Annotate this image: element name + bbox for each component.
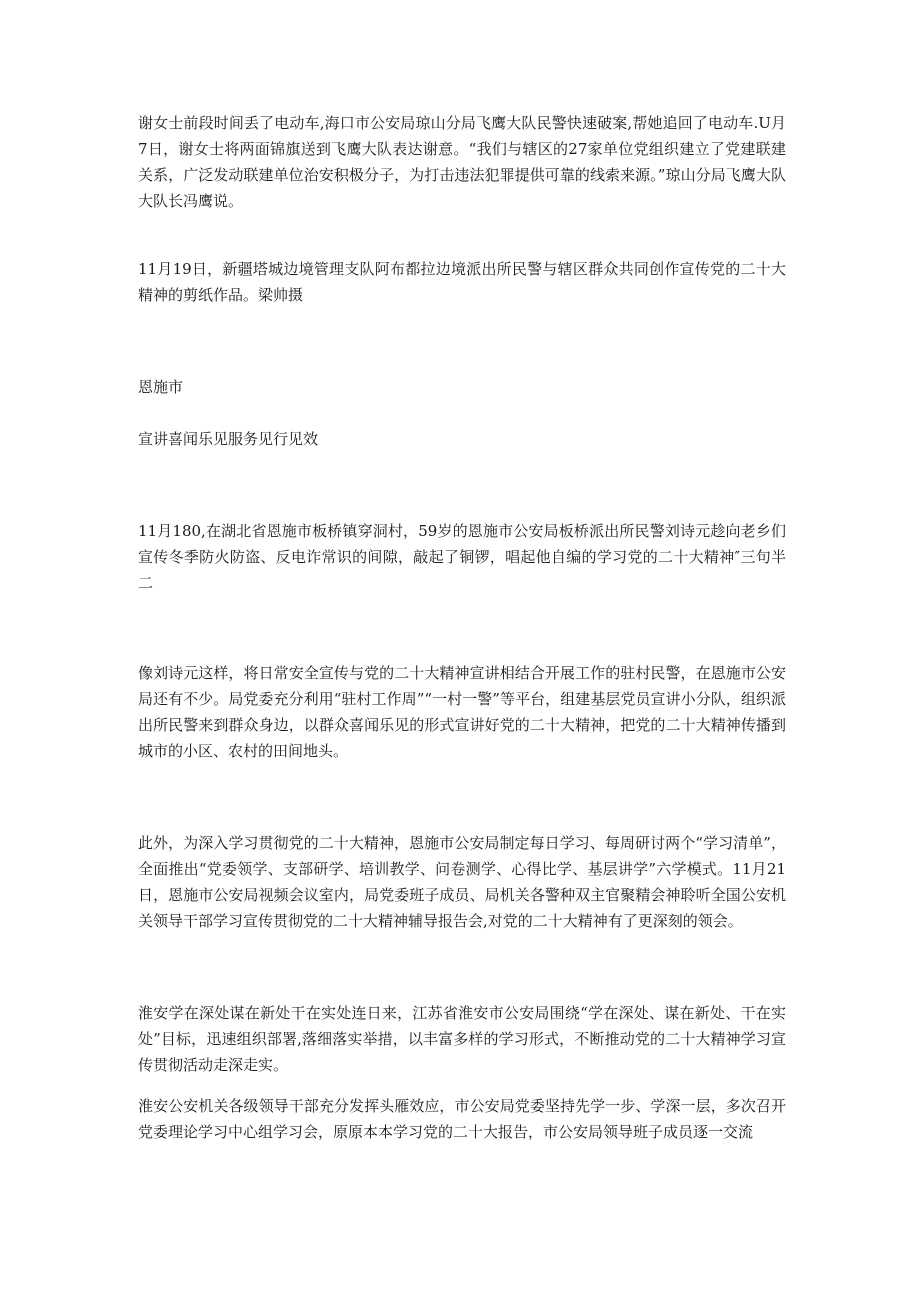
paragraph-study-lists: 此外，为深入学习贯彻党的二十大精神，恩施市公安局制定每日学习、每周研讨两个“学习清单”，全面推出“党委领学、支部研学、培训教学、问卷测学、心得比学、基层讲学”六学模式。11月21日，恩施市公安局视频会议室内，局党委班子成员、局机关各警种双主官聚精会神聆听全国公安机关领导干部学习宣传贯彻党的二十大精神辅导报告会,对党的二十大精神有了更深刻的领会。 <box>138 834 786 930</box>
paragraph-village-police: 像刘诗元这样，将日常安全宣传与党的二十大精神宣讲相结合开展工作的驻村民警，在恩施市公安局还有不少。局党委充分利用“驻村工作周”“一村一警”等平台，组建基层党员宣讲小分队，组织派出所民警来到群众身边，以群众喜闻乐见的形式宣讲好党的二十大精神，把党的二十大精神传播到城市的小区、农村的田间地头。 <box>138 664 786 760</box>
paragraph-electric-bike-case: 谢女士前段时间丢了电动车,海口市公安局琼山分局飞鹰大队民警快速破案,帮她追回了电动车.U月7日，谢女士将两面锦旗送到飞鹰大队表达谢意。“我们与辖区的27家单位党组织建立了党建联建关系，广泛发动联建单位治安积极分子，为打击违法犯罪提供可靠的线索来源。”琼山分局飞鹰大队大队长冯鹰说。 <box>138 114 786 210</box>
section-heading-enshi: 恩施市 <box>138 378 184 396</box>
paragraph-huaian-leaders: 淮安公安机关各级领导干部充分发挥头雁效应，市公安局党委坚持先学一步、学深一层，多次召开党委理论学习中心组学习会，原原本本学习党的二十大报告，市公安局领导班子成员逐一交流 <box>138 1097 786 1141</box>
paragraph-huaian-study: 淮安学在深处谋在新处干在实处连日来，江苏省淮安市公安局围绕“学在深处、谋在新处、干在实处”目标，迅速组织部署,落细落实举措，以丰富多样的学习形式，不断推动党的二十大精神学习宣传贯彻活动走深走实。 <box>138 1004 786 1074</box>
paragraph-paper-cutting-caption: 11月19日，新疆塔城边境管理支队阿布都拉边境派出所民警与辖区群众共同创作宣传党的二十大精神的剪纸作品。梁帅摄 <box>138 260 786 304</box>
paragraph-liu-shiyuan-gong: 11月180,在湖北省恩施市板桥镇穿洞村，59岁的恩施市公安局板桥派出所民警刘诗元趁向老乡们宣传冬季防火防盗、反电诈常识的间隙，敲起了铜锣，唱起他自编的学习党的二十大精神″三句半二 <box>138 522 786 592</box>
section-subheading-enshi: 宣讲喜闻乐见服务见行见效 <box>138 430 319 448</box>
